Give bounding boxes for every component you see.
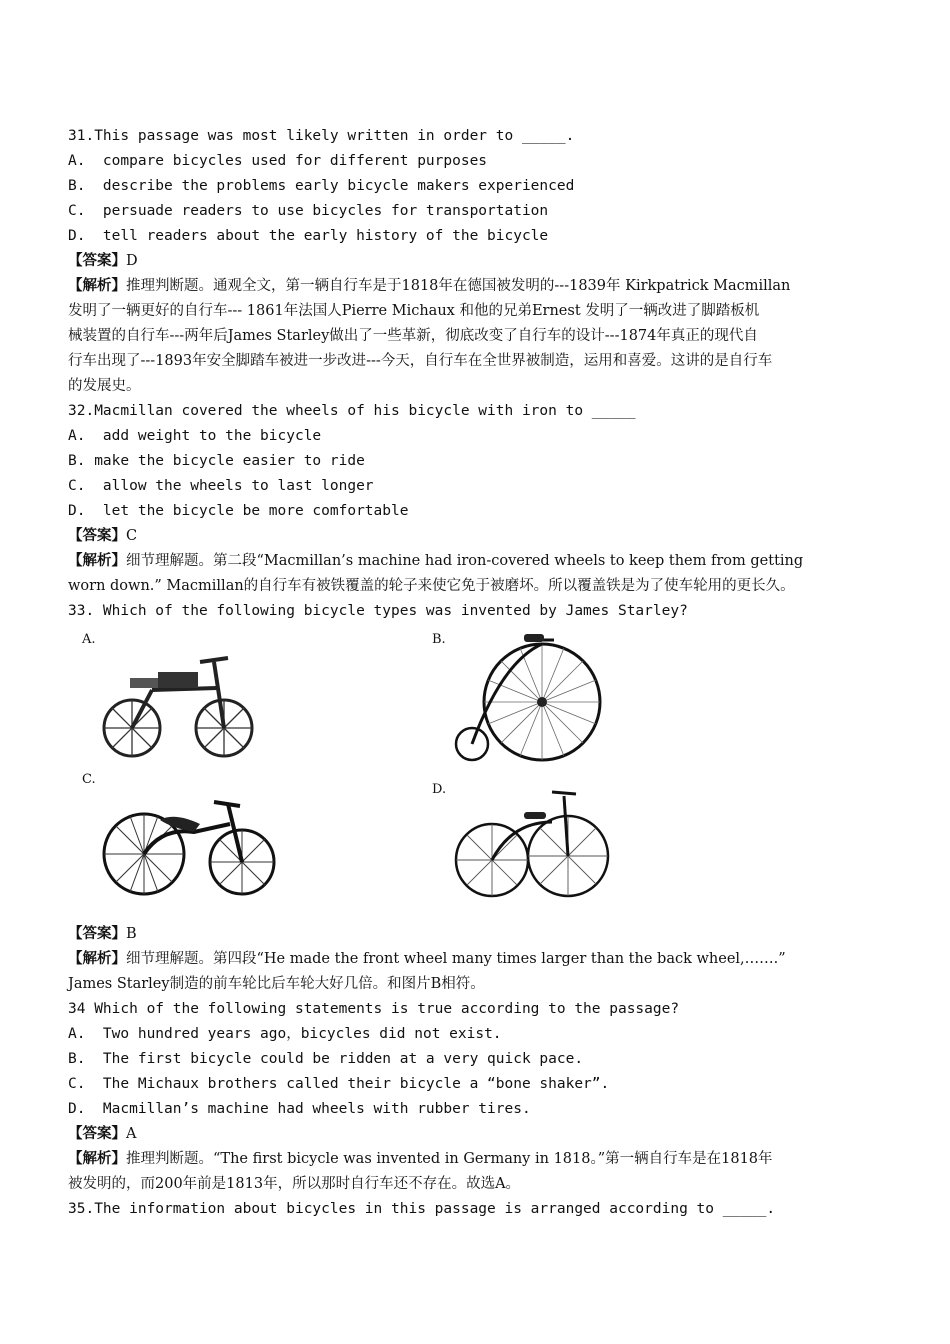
q34-analysis-line-2: 被发明的，而200年前是1813年，所以那时自行车还不存在。故选A。 <box>68 1176 521 1192</box>
q31-analysis-line-4: 行车出现了---1893年安全脚踏车被进一步改进---今天，自行车在全世界被制造，运用和喜爱。这讲的是自行车 <box>68 353 773 369</box>
q31-option-c: C. persuade readers to use bicycles for transportation <box>68 203 549 219</box>
q33-analysis-line-1 <box>68 949 786 969</box>
q31-analysis-line-5: 的发展史。 <box>68 378 141 394</box>
q31-answer: D <box>126 253 138 269</box>
q34-option-d: D. Macmillan’s machine had wheels with rubber tires. <box>68 1101 531 1117</box>
q31-analysis-line-2: 发明了一辆更好的自行车--- 1861年法国人Pierre Michaux 和他的兄弟Ernest 发明了一辆改进了脚踏板机 <box>68 303 760 319</box>
q31-analysis-text-1: 推理判断题。通观全文，第一辆自行车是于1818年在德国被发明的---1839年 Kirkpatrick Macmillan <box>126 278 791 294</box>
q34-answer-line <box>68 1124 136 1144</box>
q33-answer-line <box>68 924 137 944</box>
q32-analysis-text-1: 细节理解题。第二段“Macmillan’s machine had iron-covered wheels to keep them from getting <box>126 553 804 569</box>
answer-tag: 【答案】 <box>68 252 126 269</box>
bicycle-d-icon <box>432 782 632 904</box>
q31-answer-line <box>68 251 138 271</box>
answer-tag: 【答案】 <box>68 925 126 942</box>
answer-tag: 【答案】 <box>68 1125 126 1142</box>
q34-analysis-line-1 <box>68 1149 773 1169</box>
velocipede-icon <box>82 772 282 902</box>
q32-option-d: D. let the bicycle be more comfortable <box>68 503 409 519</box>
bicycle-figure-a <box>82 632 272 764</box>
bicycle-figure-c <box>82 772 282 902</box>
dandy-horse-icon <box>82 632 272 764</box>
figure-label-b: B. <box>432 632 446 647</box>
q32-option-b: B. make the bicycle easier to ride <box>68 453 365 469</box>
bicycle-figure-d <box>432 782 632 904</box>
q31-analysis-line-3: 械装置的自行车---两年后James Starley做出了一些革新，彻底改变了自行车的设计---1874年真正的现代自 <box>68 328 758 344</box>
answer-tag: 【答案】 <box>68 527 126 544</box>
q34-option-b: B. The first bicycle could be ridden at a very quick pace. <box>68 1051 584 1067</box>
q32-analysis-line-2: worn down.” Macmillan的自行车有被铁覆盖的轮子来使它免于被磨坏。所以覆盖铁是为了使车轮用的更长久。 <box>68 578 795 594</box>
q31-analysis-line-1 <box>68 276 790 296</box>
q34-stem: 34 Which of the following statements is true according to the passage? <box>68 1001 680 1017</box>
q31-stem: 31.This passage was most likely written in order to _____. <box>68 128 575 144</box>
q32-stem: 32.Macmillan covered the wheels of his bicycle with iron to _____ <box>68 403 636 419</box>
analysis-tag: 【解析】 <box>68 1150 126 1167</box>
q34-option-c: C. The Michaux brothers called their bicycle a “bone shaker”. <box>68 1076 610 1092</box>
penny-farthing-icon <box>432 632 642 764</box>
analysis-tag: 【解析】 <box>68 552 126 569</box>
figure-label-d: D. <box>432 782 447 797</box>
q33-analysis-text-1: 细节理解题。第四段“He made the front wheel many times larger than the back wheel,…….” <box>126 951 786 967</box>
q34-analysis-text-1: 推理判断题。“The first bicycle was invented in Germany in 1818。”第一辆自行车是在1818年 <box>126 1151 773 1167</box>
q32-answer-line <box>68 526 137 546</box>
analysis-tag: 【解析】 <box>68 950 126 967</box>
q35-stem: 35.The information about bicycles in this passage is arranged according to _____. <box>68 1201 776 1217</box>
q32-option-c: C. allow the wheels to last longer <box>68 478 374 494</box>
q31-option-b: B. describe the problems early bicycle makers experienced <box>68 178 575 194</box>
figure-label-a: A. <box>82 632 96 647</box>
figure-label-c: C. <box>82 772 96 787</box>
q33-analysis-line-2: James Starley制造的前车轮比后车轮大好几倍。和图片B相符。 <box>68 976 485 992</box>
bicycle-figure-b <box>432 632 642 764</box>
q31-option-d: D. tell readers about the early history of the bicycle <box>68 228 549 244</box>
q32-answer: C <box>126 528 138 544</box>
q32-analysis-line-1 <box>68 551 803 571</box>
analysis-tag: 【解析】 <box>68 277 126 294</box>
q34-option-a: A. Two hundred years ago，bicycles did not exist. <box>68 1026 502 1042</box>
q34-answer: A <box>126 1126 137 1142</box>
q33-stem: 33. Which of the following bicycle types was invented by James Starley? <box>68 603 688 619</box>
q32-option-a: A. add weight to the bicycle <box>68 428 322 444</box>
q33-answer: B <box>126 926 137 942</box>
q31-option-a: A. compare bicycles used for different purposes <box>68 153 488 169</box>
